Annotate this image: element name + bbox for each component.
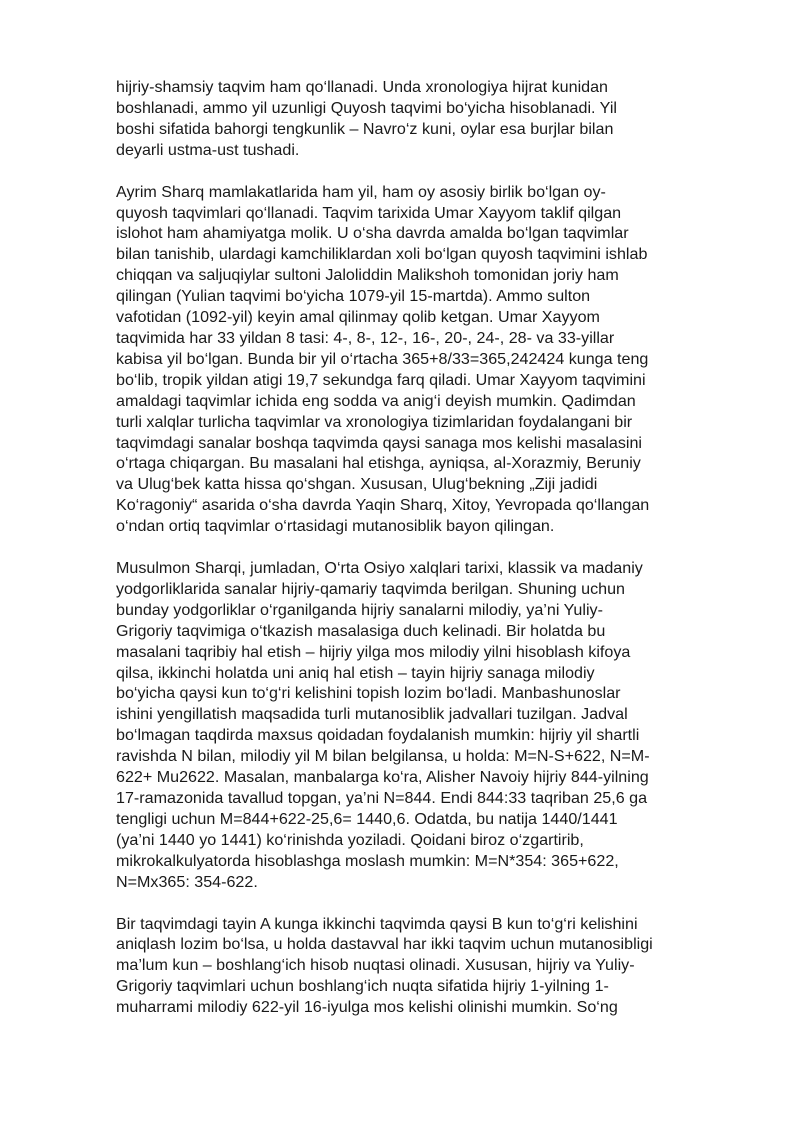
text-line: o‘rtaga chiqargan. Bu masalani hal etishga, ayniqsa, al-Xorazmiy, Beruniy bbox=[116, 454, 641, 473]
text-line: 622+ Mu2622. Masalan, manbalarga ko‘ra, Alisher Navoiy hijriy 844-yilning bbox=[116, 768, 649, 787]
text-line: Grigoriy taqvimlari uchun boshlang‘ich nuqta sifatida hijriy 1-yilning 1- bbox=[116, 977, 609, 996]
text-line: turli xalqlar turlicha taqvimlar va xronologiya tizimlaridan foydalangani bir bbox=[116, 412, 633, 431]
text-line: amaldagi taqvimlar ichida eng sodda va anig‘i deyish mumkin. Qadimdan bbox=[116, 391, 636, 410]
text-line: ravishda N bilan, milodiy yil M bilan belgilansa, u holda: M=N-S+622, N=M- bbox=[116, 747, 650, 766]
paragraph-4 bbox=[116, 914, 748, 1019]
text-line: masalani taqribiy hal etish – hijriy yilga mos milodiy yilni hisoblash kifoya bbox=[116, 642, 631, 661]
text-line: qilsa, ikkinchi holatda uni aniq hal etish – tayin hijriy sanaga milodiy bbox=[116, 663, 595, 682]
text-line: yodgorliklarida sanalar hijriy-qamariy taqvimda berilgan. Shuning uchun bbox=[116, 579, 626, 598]
text-line: hijriy-shamsiy taqvim ham qo‘llanadi. Unda xronologiya hijrat kunidan bbox=[116, 78, 608, 96]
text-line: taqvimida har 33 yildan 8 tasi: 4-, 8-, 12-, 16-, 20-, 24-, 28- va 33-yillar bbox=[116, 328, 615, 347]
text-line: vafotidan (1092-yil) keyin amal qilinmay qolib ketgan. Umar Xayyom bbox=[116, 308, 600, 327]
text-line: ma’lum kun – boshlang‘ich hisob nuqtasi olinadi. Xususan, hijriy va Yuliy- bbox=[116, 956, 635, 975]
paragraph-1 bbox=[116, 77, 748, 161]
text-line: mikrokalkulyatorda hisoblashga moslash mumkin: M=N*354: 365+622, bbox=[116, 851, 619, 870]
text-line: islohot ham ahamiyatga molik. U o‘sha davrda amalda bo‘lgan taqvimlar bbox=[116, 224, 629, 243]
text-line: ishini yengillatish maqsadida turli mutanosiblik jadvallari tuzilgan. Jadval bbox=[116, 705, 628, 724]
text-line: deyarli ustma-ust tushadi. bbox=[116, 140, 300, 159]
text-line: boshlanadi, ammo yil uzunligi Quyosh taqvimi bo‘yicha hisoblanadi. Yil bbox=[116, 98, 617, 117]
text-line: muharrami milodiy 622-yil 16-iyulga mos kelishi olinishi mumkin. So‘ng bbox=[116, 998, 618, 1017]
text-line: Grigoriy taqvimiga o‘tkazish masalasiga duch kelinadi. Bir holatda bu bbox=[116, 621, 606, 640]
paragraph-2 bbox=[116, 182, 748, 537]
document-body bbox=[116, 77, 748, 1039]
text-line: tengligi uchun M=844+622-25,6= 1440,6. Odatda, bu natija 1440/1441 bbox=[116, 809, 618, 828]
text-line: chiqqan va saljuqiylar sultoni Jaloliddin Malikshoh tomonidan joriy ham bbox=[116, 266, 619, 285]
text-line: N=Mx365: 354-622. bbox=[116, 872, 258, 891]
text-line: (ya’ni 1440 yo 1441) ko‘rinishda yoziladi. Qoidani biroz o‘zgartirib, bbox=[116, 830, 584, 849]
text-line: bo‘yicha qaysi kun to‘g‘ri kelishini topish lozim bo‘ladi. Manbashunoslar bbox=[116, 684, 621, 703]
text-line: quyosh taqvimlari qo‘llanadi. Taqvim tarixida Umar Xayyom taklif qilgan bbox=[116, 203, 622, 222]
text-line: bo‘lib, tropik yildan atigi 19,7 sekundga farq qiladi. Umar Xayyom taqvimini bbox=[116, 370, 646, 389]
text-line: Musulmon Sharqi, jumladan, O‘rta Osiyo xalqlari tarixi, klassik va madaniy bbox=[116, 559, 643, 578]
text-line: boshi sifatida bahorgi tengkunlik – Navro‘z kuni, oylar esa burjlar bilan bbox=[116, 119, 614, 138]
text-line: bunday yodgorliklar o‘rganilganda hijriy sanalarni milodiy, ya’ni Yuliy- bbox=[116, 600, 603, 619]
text-line: bilan tanishib, ulardagi kamchiliklardan xoli bo‘lgan quyosh taqvimini ishlab bbox=[116, 245, 648, 264]
text-line: 17-ramazonida tavallud topgan, ya’ni N=844. Endi 844:33 taqriban 25,6 ga bbox=[116, 789, 648, 807]
paragraph-3 bbox=[116, 558, 748, 893]
text-line: aniqlash lozim bo‘lsa, u holda dastavval har ikki taqvim uchun mutanosibligi bbox=[116, 935, 653, 954]
text-line: qilingan (Yulian taqvimi bo‘yicha 1079-yil 15-martda). Ammo sulton bbox=[116, 287, 591, 306]
text-line: Ayrim Sharq mamlakatlarida ham yil, ham oy asosiy birlik bo‘lgan oy- bbox=[116, 182, 606, 201]
text-line: Bir taqvimdagi tayin A kunga ikkinchi taqvimda qaysi B kun to‘g‘ri kelishini bbox=[116, 914, 638, 933]
text-line: Ko‘ragoniy“ asarida o‘sha davrda Yaqin Sharq, Xitoy, Yevropada qo‘llangan bbox=[116, 496, 650, 515]
text-line: taqvimdagi sanalar boshqa taqvimda qaysi sanaga mos kelishi masalasini bbox=[116, 433, 643, 452]
text-line: va Ulug‘bek katta hissa qo‘shgan. Xususan, Ulug‘bekning „Ziji jadidi bbox=[116, 475, 598, 494]
text-line: kabisa yil bo‘lgan. Bunda bir yil o‘rtacha 365+8/33=365,242424 kunga teng bbox=[116, 349, 649, 368]
text-line: o‘ndan ortiq taqvimlar o‘rtasidagi mutanosiblik bayon qilingan. bbox=[116, 517, 555, 536]
text-line: bo‘lmagan taqdirda maxsus qoidadan foydalanish mumkin: hijriy yil shartli bbox=[116, 726, 640, 745]
